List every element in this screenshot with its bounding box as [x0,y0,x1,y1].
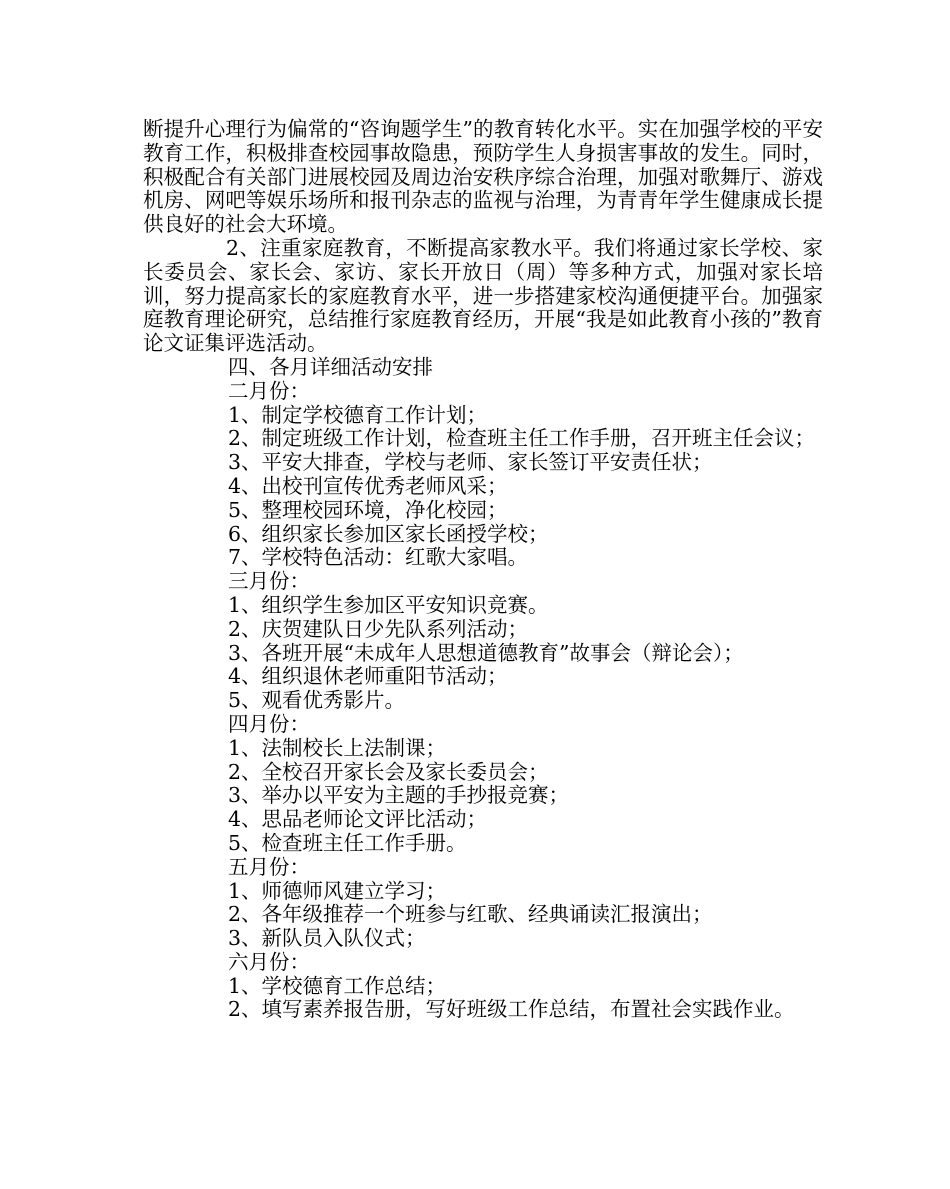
list-item: 3、新队员入队仪式； [228,926,426,951]
list-item: 1、组织学生参加区平安知识竞赛。 [228,592,549,617]
list-item: 6、组织家长参加区家长函授学校； [228,521,549,546]
list-item: 4、出校刊宣传优秀老师风采； [228,473,508,498]
list-item: 1、学校德育工作总结； [228,973,447,998]
list-item: 3、平安大排查，学校与老师、家长签订平安责任状； [228,450,713,475]
list-item: 1、制定学校德育工作计划； [228,402,488,427]
list-item: 3、各班开展“未成年人思想道德教育”故事会（辩论会）； [228,640,744,665]
list-item: 1、法制校长上法制课； [228,735,447,760]
month-title-may: 五月份： [228,854,310,879]
document-body [143,118,823,1022]
list-item: 5、整理校园环境，净化校园； [228,497,508,522]
list-item: 3、举办以平安为主题的手抄报竞赛； [228,783,570,808]
list-item: 2、庆贺建队日少先队系列活动； [228,616,529,641]
month-title-apr: 四月份： [228,711,310,736]
list-item: 4、思品老师论文评比活动； [228,807,488,832]
section-heading: 四、各月详细活动安排 [228,354,433,379]
month-title-jun: 六月份： [228,949,310,974]
list-item: 2、制定班级工作计划，检查班主任工作手册，召开班主任会议； [228,426,816,451]
list-item: 7、学校特色活动：红歌大家唱。 [228,545,529,570]
list-item: 2、各年级推荐一个班参与红歌、经典诵读汇报演出； [228,902,713,927]
paragraph-school-safety: 断提升心理行为偏常的“咨询题学生”的教育转化水平。实在加强学校的平安教育工作，积极排查校园事故隐患，预防学生人身损害事故的发生。同时，积极配合有关部门进展校园及周边治安秩序综合治理，加强对歌舞厅、游戏机房、网吧等娱乐场所和报刊杂志的监视与治理，为青青年学生健康成长提供良好的社会大环境。 [143,117,823,237]
paragraph-family-education: 2、注重家庭教育，不断提高家教水平。我们将通过家长学校、家长委员会、家长会、家访、家长开放日（周）等多种方式，加强对家长培训，努力提高家长的家庭教育水平，进一步搭建家校沟通便捷平台。加强家庭教育理论研究，总结推行家庭教育经历，开展“我是如此教育小孩的”教育论文证集评选活动。 [143,235,823,356]
list-item: 5、观看优秀影片。 [228,688,406,713]
list-item: 1、师德师风建立学习； [228,878,447,903]
list-item: 2、填写素养报告册，写好班级工作总结，布置社会实践作业。 [228,997,795,1022]
month-title-mar: 三月份： [228,569,310,594]
list-item: 2、全校召开家长会及家长委员会； [228,759,549,784]
list-item: 5、检查班主任工作手册。 [228,830,467,855]
month-title-feb: 二月份： [228,378,310,403]
list-item: 4、组织退休老师重阳节活动； [228,664,508,689]
